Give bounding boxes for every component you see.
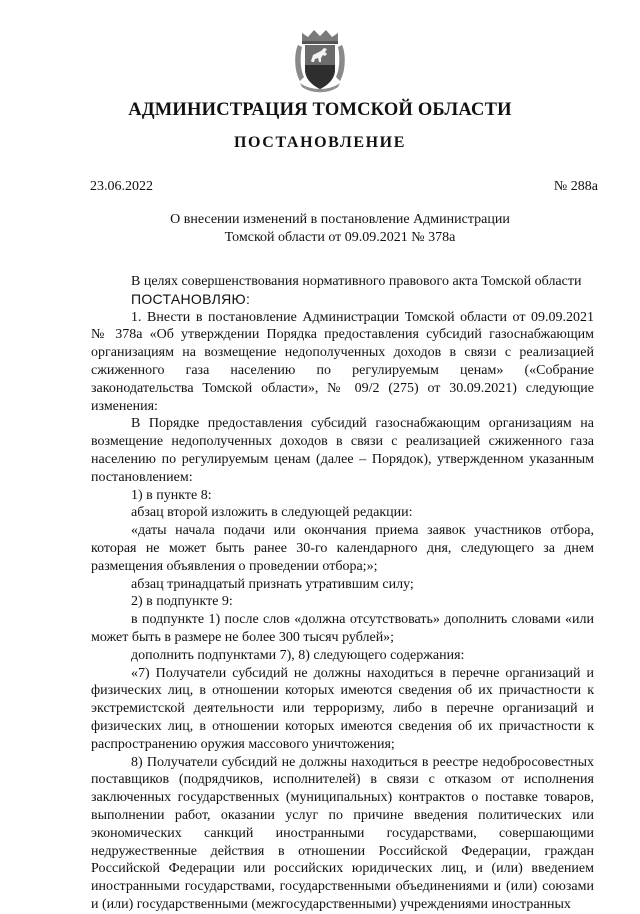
paragraph-9: дополнить подпунктами 7), 8) следующего содержания: [131, 647, 465, 663]
document-body [91, 273, 594, 914]
decree-word: ПОСТАНОВЛЯЮ: [131, 290, 251, 307]
paragraph-11: 8) Получатели субсидий не должны находиться в реестре недобросовестных поставщиков (подрядчиков, исполнителей) в связи с отказом от исполнения заключенных государственных (муниципальных) контрактов о поставке товаров, выполнении работ, оказании услуг по причине введения политических или экономических санкций иностранными государствами, совершающими недружественные действия в отношении Российской Федерации, граждан Российской Федерации или российских юридических лиц, и (или) введением иностранными государствами, государственными объединениями и (или) союзами и (или) государственными (межгосударственными) учреждениями иностранных [91, 754, 594, 912]
paragraph-2: В Порядке предоставления субсидий газоснабжающим организациям на возмещение недополученных доходов в связи с реализацией сжиженного газа населению по регулируемым ценам (далее – Порядок), утвержденном указанным постановлением: [91, 416, 594, 485]
subject-line-2: Томской области от 09.09.2021 № 378а [224, 230, 456, 245]
document-subject [140, 211, 540, 247]
body-intro: В целях совершенствования нормативного правового акта Томской области [131, 274, 582, 289]
paragraph-8: в подпункте 1) после слов «должна отсутствовать» дополнить словами «или может быть в размере не более 300 тысяч рублей»; [91, 612, 594, 645]
document-number: № 288а [553, 179, 598, 194]
paragraph-1: 1. Внести в постановление Администрации Томской области от 09.09.2021 № 378а «Об утверждении Порядка предоставления субсидий газоснабжающим организациям на возмещение недополученных доходов в связи с реализацией сжиженного газа населению по регулируемым ценам» («Собрание законодательства Томской области», № 09/2 (275) от 30.09.2021) следующие изменения: [91, 309, 594, 414]
paragraph-7: 2) в подпункте 9: [131, 594, 233, 610]
paragraph-5: «даты начала подачи или окончания приема заявок участников отбора, которая не может быть ранее 30-го календарного дня, следующего за днем размещения объявления о проведении отбора;»; [91, 523, 594, 574]
coat-of-arms-icon [294, 27, 346, 95]
document-date: 23.06.2022 [90, 179, 153, 194]
organization-title: АДМИНИСТРАЦИЯ ТОМСКОЙ ОБЛАСТИ [128, 100, 512, 120]
document-type: ПОСТАНОВЛЕНИЕ [234, 134, 406, 151]
paragraph-6: абзац тринадцатый признать утратившим силу; [131, 576, 414, 592]
paragraph-10: «7) Получатели субсидий не должны находиться в перечне организаций и физических лиц, в отношении которых имеются сведения об их причастности к экстремистской деятельности или терроризму, либо в перечне организаций и физических лиц, в отношении которых имеются сведения об их причастности к распространению оружия массового уничтожения; [91, 665, 594, 752]
subject-line-1: О внесении изменений в постановление Администрации [170, 212, 510, 227]
paragraph-4: абзац второй изложить в следующей редакции: [131, 505, 413, 521]
paragraph-3: 1) в пункте 8: [131, 487, 212, 503]
